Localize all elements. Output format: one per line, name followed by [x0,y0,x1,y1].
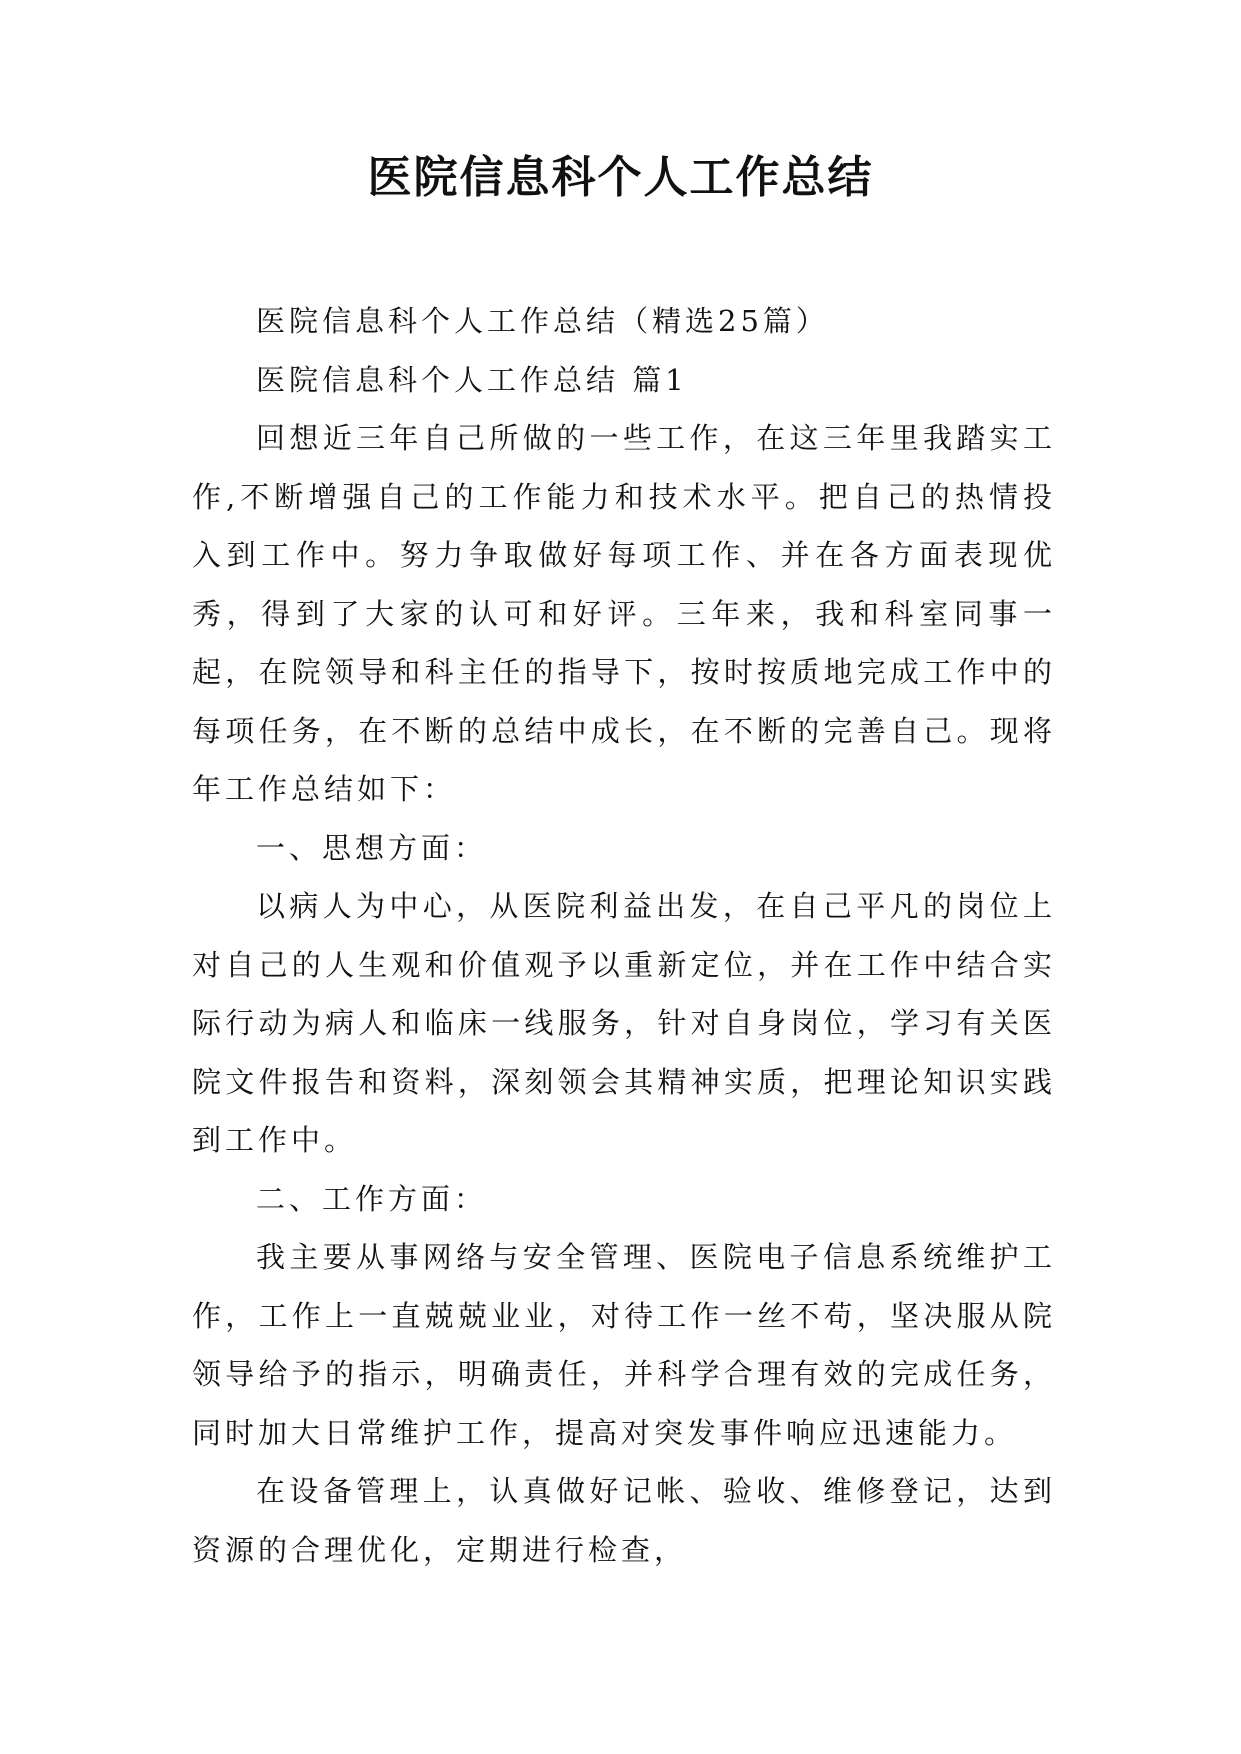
document-title: 医院信息科个人工作总结 [367,152,874,203]
section-heading: 二、工作方面： [256,1181,488,1216]
body-paragraph: 以病人为中心，从医院利益出发，在自己平凡的岗位上对自己的人生观和价值观予以重新定位，并在工作中结合实际行动为病人和临床一线服务，针对自身岗位，学习有关医院文件报告和资料，深刻领会其精神实质，把理论知识实践到工作中。 [192,889,1056,1157]
body-paragraph: 回想近三年自己所做的一些工作，在这三年里我踏实工作,不断增强自己的工作能力和技术水平。把自己的热情投入到工作中。努力争取做好每项工作、并在各方面表现优秀，得到了大家的认可和好评。三年来，我和科室同事一起，在院领导和科主任的指导下，按时按质地完成工作中的每项任务，在不断的总结中成长，在不断的完善自己。现将年工作总结如下： [192,421,1056,806]
body-paragraph: 我主要从事网络与安全管理、医院电子信息系统维护工作，工作上一直兢兢业业，对待工作一丝不苟，坚决服从院领导给予的指示，明确责任，并科学合理有效的完成任务，同时加大日常维护工作，提高对突发事件响应迅速能力。 [192,1240,1056,1450]
chapter-heading: 医院信息科个人工作总结 篇1 [256,362,688,397]
section-heading: 一、思想方面： [256,830,488,865]
body-paragraph: 在设备管理上，认真做好记帐、验收、维修登记，达到资源的合理优化，定期进行检查， [192,1474,1056,1567]
document-body [192,292,1056,1579]
subtitle-paragraph: 医院信息科个人工作总结（精选25篇） [256,304,829,338]
